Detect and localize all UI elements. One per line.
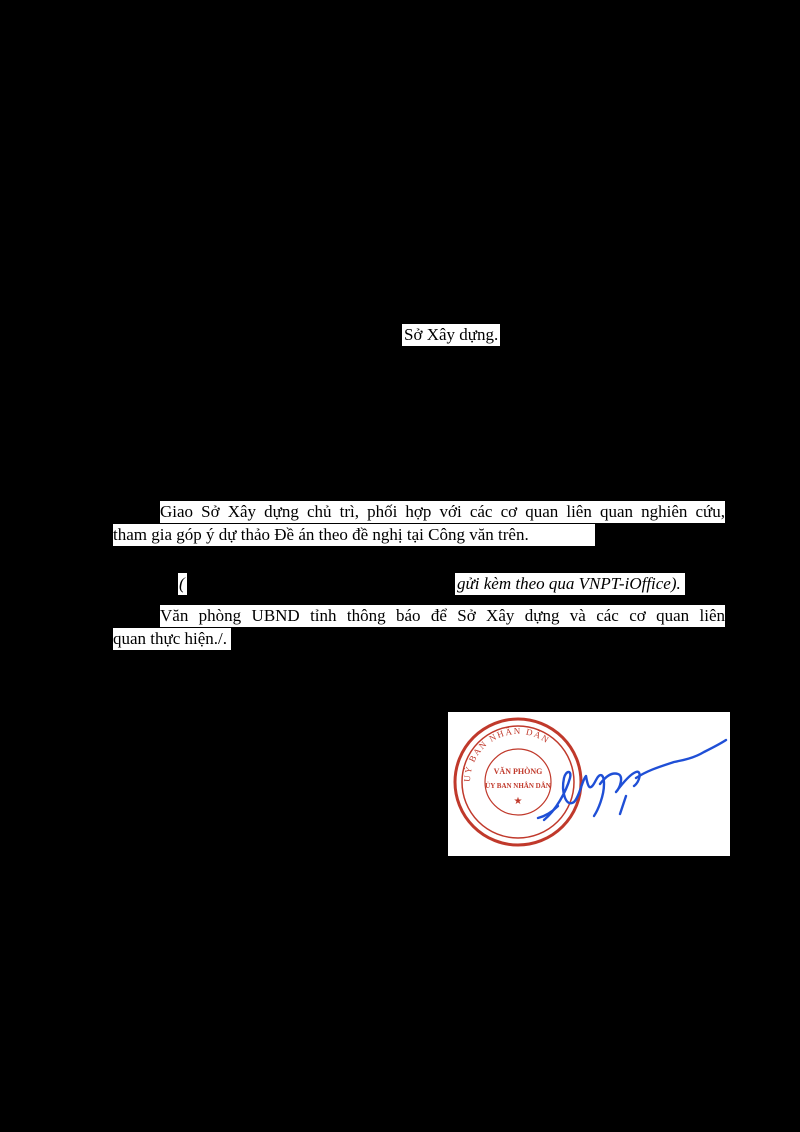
seal-signature-graphic (448, 712, 730, 856)
paragraph-2-line-2: quan thực hiện./. (113, 628, 231, 650)
attachment-note: gửi kèm theo qua VNPT-iOffice). (455, 573, 685, 595)
attachment-note-open: ( (179, 574, 185, 593)
seal-center-text-1: VĂN PHÒNG (493, 767, 543, 776)
paragraph-2-line-1: Văn phòng UBND tỉnh thông báo để Sở Xây dựng và các cơ quan liên (160, 606, 725, 625)
seal-and-signature (448, 712, 730, 856)
svg-text:★: ★ (513, 796, 523, 807)
paragraph-1-line-2: tham gia góp ý dự thảo Đề án theo đề nghị tại Công văn trên. (113, 524, 595, 546)
paragraph-1-line-1: Giao Sở Xây dựng chủ trì, phối hợp với các cơ quan liên quan nghiên cứu, (160, 502, 725, 521)
seal-arc-text: UỶ BAN NHÂN DÂN (461, 725, 552, 783)
seal-center-text-2: ỦY BAN NHÂN DÂN (485, 782, 551, 790)
recipient-line: Sở Xây dựng. (404, 325, 499, 344)
